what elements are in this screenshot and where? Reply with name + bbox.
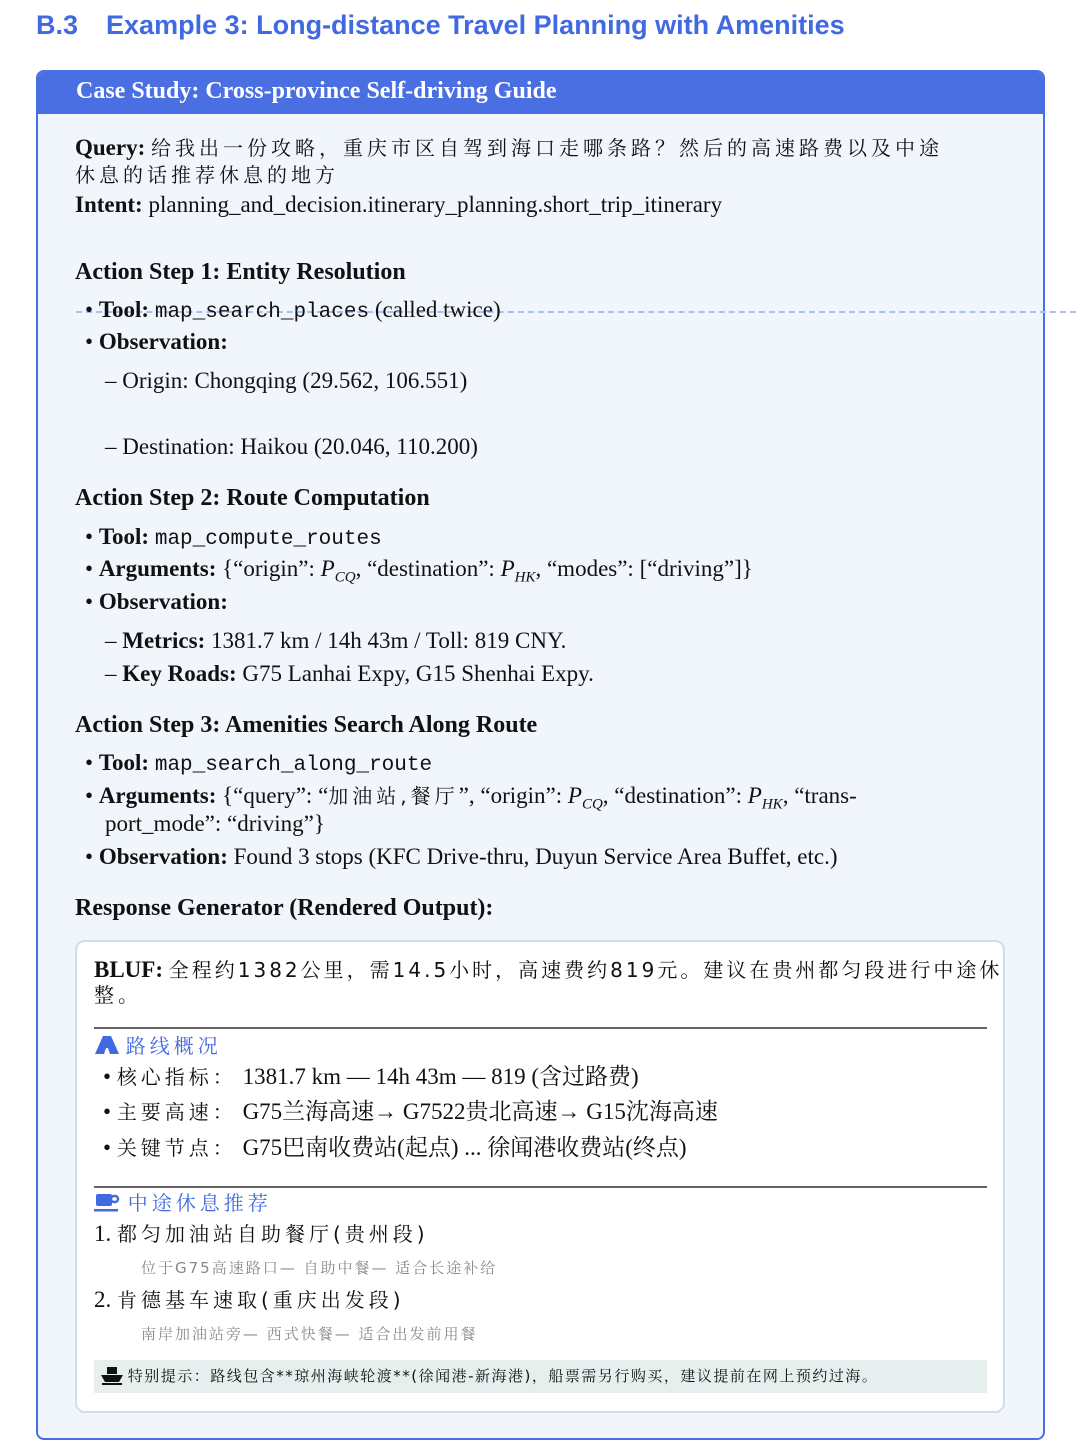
step1-title: Action Step 1: Entity Resolution bbox=[75, 259, 406, 285]
route-heading: 路线概况 bbox=[94, 1032, 222, 1060]
step3-tool: • Tool: map_search_along_route bbox=[85, 750, 433, 777]
route-item: • 核心指标： 1381.7 km — 14h 43m — 819 (含过路费) bbox=[103, 1064, 639, 1089]
bluf: BLUF: 全程约1382公里，需14.5小时，高速费约819元。建议在贵州都匀段进行中途休 bbox=[94, 957, 1003, 982]
route-item: • 关键节点： G75巴南收费站(起点) ... 徐闻港收费站(终点) bbox=[103, 1135, 687, 1160]
step3-title: Action Step 3: Amenities Search Along Route bbox=[75, 712, 538, 738]
query-cont: 休息的话推荐休息的地方 bbox=[75, 163, 339, 187]
step1-destination: – Destination: Haikou (20.046, 110.200) bbox=[105, 434, 478, 459]
step1-origin: – Origin: Chongqing (29.562, 106.551) bbox=[105, 368, 468, 393]
rest-detail: 南岸加油站旁— 西式快餐— 适合出发前用餐 bbox=[141, 1325, 478, 1343]
query: Query: 给我出一份攻略，重庆市区自驾到海口走哪条路？然后的高速路费以及中途 bbox=[75, 135, 944, 160]
step2-obs: • Observation: bbox=[85, 589, 228, 614]
step2-metrics: – Metrics: 1381.7 km / 14h 43m / Toll: 819 CNY. bbox=[105, 628, 567, 653]
bluf-cont: 整。 bbox=[94, 983, 142, 1007]
tip: 特别提示：路线包含**琼州海峡轮渡**(徐闻港-新海港)，船票需另行购买，建议提前在网上预约过海。 bbox=[100, 1362, 878, 1391]
step1-obs: • Observation: bbox=[85, 329, 228, 354]
case-study-title: Case Study: Cross-province Self-driving Guide bbox=[76, 78, 557, 104]
section-heading: B.3 Example 3: Long-distance Travel Planning with Amenities bbox=[36, 10, 845, 40]
step1-tool: • Tool: map_search_places (called twice) bbox=[85, 297, 501, 324]
intent: Intent: planning_and_decision.itinerary_planning.short_trip_itinerary bbox=[75, 192, 723, 217]
rest-item: 2. 肯德基车速取(重庆出发段) bbox=[94, 1287, 405, 1312]
road-icon bbox=[94, 1033, 120, 1058]
rest-item: 1. 都匀加油站自助餐厅(贵州段) bbox=[94, 1221, 429, 1246]
step2-tool: • Tool: map_compute_routes bbox=[85, 524, 382, 551]
step2-roads: – Key Roads: G75 Lanhai Expy, G15 Shenhai Expy. bbox=[105, 661, 594, 686]
step2-title: Action Step 2: Route Computation bbox=[75, 485, 430, 511]
case-study-header bbox=[38, 72, 1043, 114]
coffee-cup-icon bbox=[94, 1190, 122, 1215]
step2-args: • Arguments: {“origin”: $P_{CQ}$, “destination”: $P_{HK}$, “modes”: [“driving”]} bbox=[85, 556, 753, 586]
rest-detail: 位于G75高速路口— 自助中餐— 适合长途补给 bbox=[141, 1259, 498, 1277]
step3-args: • Arguments: {“query”: “加油站,餐厅”, “origin”: $P_{CQ}$, “destination”: $P_{HK}$, “trans- bbox=[85, 783, 857, 813]
step3-obs: • Observation: Found 3 stops (KFC Drive-thru, Duyun Service Area Buffet, etc.) bbox=[85, 844, 838, 869]
step3-args-cont: port_mode”: “driving”} bbox=[105, 811, 325, 836]
rest-heading: 中途休息推荐 bbox=[94, 1189, 272, 1217]
ship-icon bbox=[100, 1369, 124, 1385]
divider bbox=[94, 1027, 987, 1029]
response-title: Response Generator (Rendered Output): bbox=[75, 895, 494, 921]
divider bbox=[94, 1186, 987, 1188]
route-item: • 主要高速： G75兰海高速→ G7522贵北高速→ G15沈海高速 bbox=[103, 1099, 718, 1124]
